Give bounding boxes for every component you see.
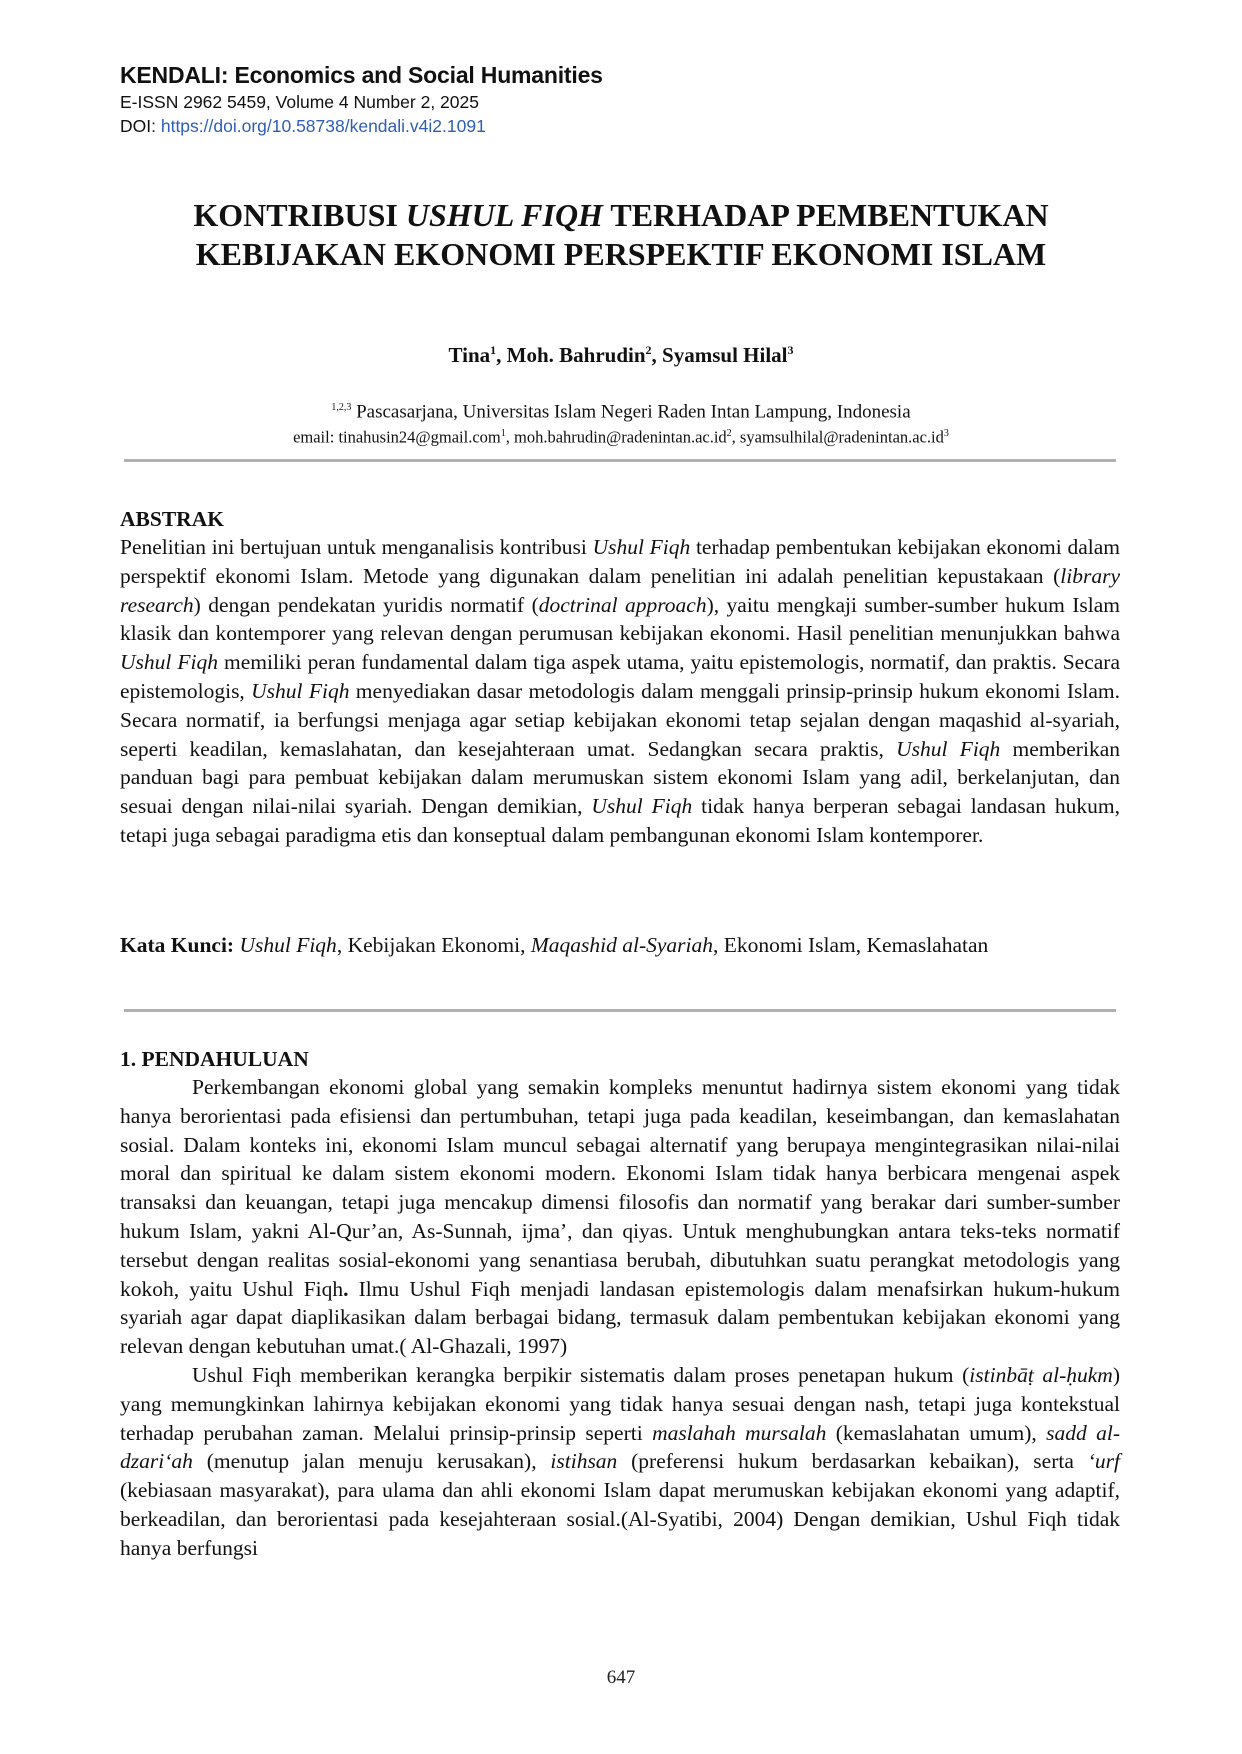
author-list: Tina$^1$, Moh. Bahrudin$^2$, Syamsul Hilal$^3$ — [448, 343, 794, 367]
affiliation-sup: 1,2,3 — [331, 402, 352, 413]
author-sup: 1 — [490, 343, 497, 357]
title-italic: USHUL FIQH — [405, 197, 603, 233]
section-introduction — [120, 1045, 1120, 1563]
divider-bottom — [124, 1009, 1116, 1012]
email-address[interactable]: syamsulhilal@radenintan.ac.id — [739, 427, 944, 447]
abstract-heading: ABSTRAK — [120, 507, 224, 531]
email-line: email: tinahusin24@gmail.com$^1$, $moh.bahrudin@radenintan.ac.id^2$, $syamsulhilal@radenintan.ac.id^3$ — [293, 427, 949, 447]
journal-issn: E-ISSN 2962 5459, Volume 4 Number 2, 2025 — [120, 92, 479, 112]
title-text: TERHADAP PEMBENTUKAN — [602, 197, 1049, 233]
journal-name: KENDALI: Economics and Social Humanities — [120, 62, 603, 88]
divider-top — [124, 459, 1116, 462]
paper-title — [100, 196, 1142, 274]
keywords-label: Kata Kunci: — [120, 933, 235, 957]
journal-header — [120, 60, 603, 138]
author-name: Tina — [448, 343, 491, 367]
email-sup: 3 — [943, 428, 949, 439]
keywords — [120, 931, 1120, 960]
journal-doi — [120, 114, 603, 138]
author-name: Moh. Bahrudin — [506, 343, 646, 367]
author-sup: 3 — [787, 343, 794, 357]
email-sup: 1 — [500, 428, 506, 439]
author-name: Syamsul Hilal — [662, 343, 788, 367]
doi-link[interactable]: https://doi.org/10.58738/kendali.v4i2.1091 — [160, 116, 486, 136]
section-heading: 1. PENDAHULUAN — [120, 1047, 309, 1071]
email-sup: 2 — [726, 428, 732, 439]
page-number: 647 — [606, 1667, 636, 1688]
abstract-text: Penelitian ini bertujuan untuk menganalisis kontribusi Ushul Fiqh terhadap pembentukan kebijakan ekonomi dalam perspektif ekonomi Islam. Metode yang digunakan dalam penelitian ini adalah penelitian kepustakaan (library research) dengan pendekatan yuridis normatif (doctrinal approach), yaitu mengkaji sumber-sumber hukum Islam klasik dan kontemporer yang relevan dengan perumusan kebijakan ekonomi. Hasil penelitian menunjukkan bahwa Ushul Fiqh memiliki peran fundamental dalam tiga aspek utama, yaitu epistemologis, normatif, dan praktis. Secara epistemologis, Ushul Fiqh menyediakan dasar metodologis dalam menggali prinsip-prinsip hukum ekonomi Islam. Secara normatif, ia berfungsi menjaga agar setiap kebijakan ekonomi tetap sejalan dengan maqashid al-syariah, seperti keadilan, kemaslahatan, dan kesejahteraan umat. Sedangkan secara praktis, Ushul Fiqh memberikan panduan bagi para pembuat kebijakan dalam merumuskan sistem ekonomi Islam yang adil, berkelanjutan, dan sesuai dengan nilai-nilai syariah. Dengan demikian, Ushul Fiqh tidak hanya berperan sebagai landasan hukum, tetapi juga sebagai paradigma etis dan konseptual dalam pembangunan ekonomi Islam kontemporer. — [120, 535, 1121, 847]
doi-label: DOI: — [120, 116, 161, 136]
email-address[interactable]: moh.bahrudin@radenintan.ac.id — [514, 427, 727, 447]
title-text: KONTRIBUSI — [193, 197, 406, 233]
affiliation-text: Pascasarjana, Universitas Islam Negeri Raden Intan Lampung, Indonesia — [356, 401, 911, 423]
title-line-2: KEBIJAKAN EKONOMI PERSPEKTIF EKONOMI ISLAM — [195, 236, 1047, 272]
email-label: email: — [293, 427, 339, 447]
author-sup: 2 — [645, 343, 652, 357]
paragraph: Perkembangan ekonomi global yang semakin kompleks menuntut hadirnya sistem ekonomi yang tidak hanya berorientasi pada efisiensi dan pertumbuhan, tetapi juga pada keadilan, keseimbangan, dan kemaslahatan sosial. Dalam konteks ini, ekonomi Islam muncul sebagai alternatif yang berupaya mengintegrasikan nilai-nilai moral dan spiritual ke dalam sistem ekonomi modern. Ekonomi Islam tidak hanya berbicara mengenai aspek transaksi dan keuangan, tetapi juga mencakup dimensi filosofis dan normatif yang berakar dari sumber-sumber hukum Islam, yakni Al-Qur’an, As-Sunnah, ijma’, dan qiyas. Untuk menghubungkan antara teks-teks normatif tersebut dengan realitas sosial-ekonomi yang senantiasa berubah, dibutuhkan suatu perangkat metodologis yang kokoh, yaitu Ushul Fiqh. Ilmu Ushul Fiqh menjadi landasan epistemologis dalam menafsirkan hukum-hukum syariah agar dapat diaplikasikan dalam berbagai bidang, termasuk dalam pembentukan kebijakan ekonomi yang relevan dengan kebutuhan umat.( Al-Ghazali, 1997) — [120, 1075, 1120, 1359]
paragraph: Ushul Fiqh memberikan kerangka berpikir sistematis dalam proses penetapan hukum (istinbāṭ al-ḥukm) yang memungkinkan lahirnya kebijakan ekonomi yang tidak hanya sesuai dengan nash, tetapi juga kontekstual terhadap perubahan zaman. Melalui prinsip-prinsip seperti maslahah mursalah (kemaslahatan umum), sadd al-dzari‘ah (menutup jalan menuju kerusakan), istihsan (preferensi hukum berdasarkan kebaikan), serta ‘urf (kebiasaan masyarakat), para ulama dan ahli ekonomi Islam dapat merumuskan kebijakan ekonomi yang adaptif, berkeadilan, dan berorientasi pada kesejahteraan sosial.(Al-Syatibi, 2004) Dengan demikian, Ushul Fiqh tidak hanya berfungsi — [120, 1362, 1121, 1560]
keywords-text: Kata Kunci: Ushul Fiqh, Kebijakan Ekonomi, Maqashid al-Syariah, Ekonomi Islam, Kemaslahatan — [120, 933, 989, 957]
title-line-1 — [100, 196, 1142, 235]
abstract-section — [120, 505, 1120, 850]
email-address[interactable]: tinahusin24@gmail.com — [338, 427, 501, 447]
